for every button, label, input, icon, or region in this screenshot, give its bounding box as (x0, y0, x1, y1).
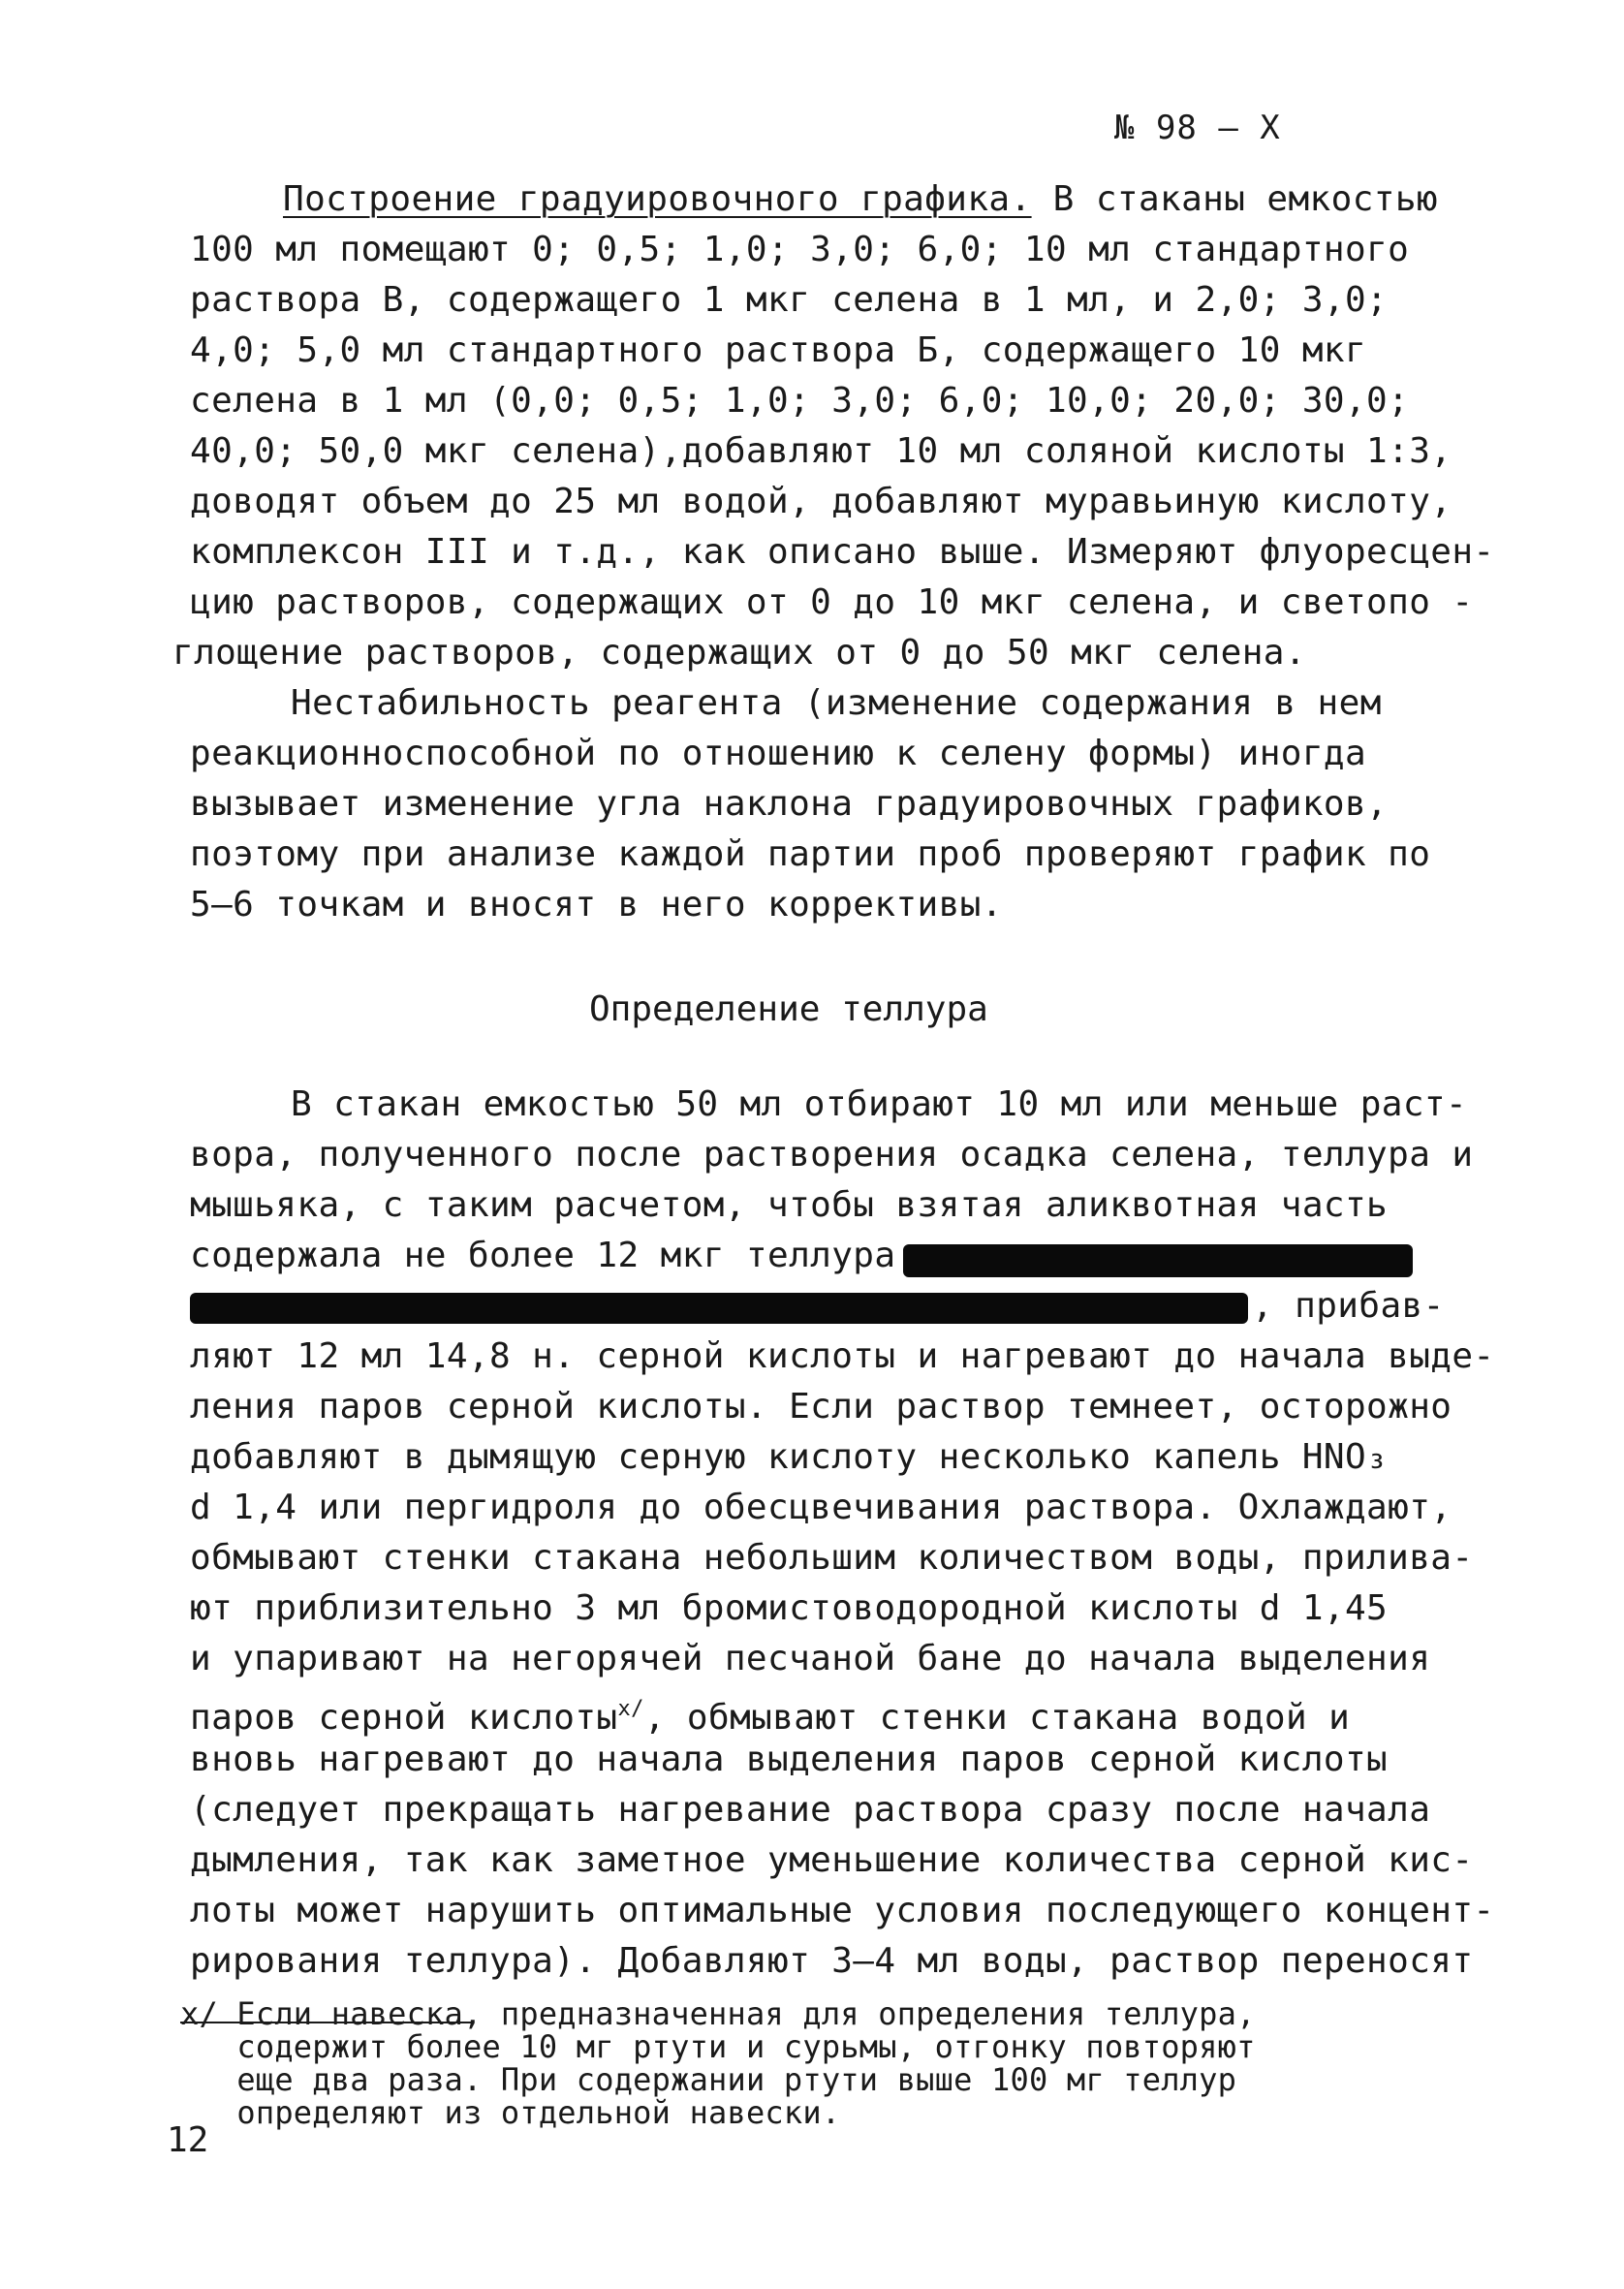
paragraph-line: раствора В, содержащего 1 мкг селена в 1 мл, и 2,0; 3,0; (190, 280, 1389, 320)
paragraph-line: доводят объем до 25 мл водой, добавляют муравьиную кислоту, (190, 482, 1452, 521)
footnote-line: x/ Если навеска, предназначенная для определения теллура, (180, 1995, 1256, 2032)
subsection-heading: Построение градуировочного графика. (283, 179, 1032, 219)
paragraph-line: лоты может нарушить оптимальные условия последующего концент- (190, 1891, 1495, 1930)
paragraph-line: обмывают стенки стакана небольшим количеством воды, прилива- (190, 1538, 1474, 1578)
paragraph-line: 100 мл помещают 0; 0,5; 1,0; 3,0; 6,0; 10 мл стандартного (190, 230, 1410, 269)
paragraph-line: содержала не более 12 мкг теллура (190, 1236, 896, 1275)
footnote-line: определяют из отдельной навески. (180, 2094, 841, 2131)
paragraph-line: рирования теллура). Добавляют 3–4 мл воды, раствор переносят (190, 1941, 1474, 1981)
footnote-line: содержит более 10 мг ртути и сурьмы, отгонку повторяют (180, 2028, 1256, 2065)
paragraph-line: селена в 1 мл (0,0; 0,5; 1,0; 3,0; 6,0; 10,0; 20,0; 30,0; (190, 381, 1410, 421)
paragraph-line: дымления, так как заметное уменьшение количества серной кис- (190, 1840, 1474, 1880)
paragraph-line: поэтому при анализе каждой партии проб проверяют график по (190, 834, 1431, 874)
redaction-bar (903, 1244, 1413, 1277)
redaction-bar (190, 1293, 1248, 1324)
paragraph-line: вновь нагревают до начала выделения паров серной кислоты (190, 1740, 1389, 1779)
paragraph-line: цию растворов, содержащих от 0 до 10 мкг селена, и светопо - (190, 582, 1474, 622)
paragraph-line: ляют 12 мл 14,8 н. серной кислоты и нагревают до начала выде- (190, 1336, 1495, 1376)
section-title: Определение теллура (589, 989, 988, 1029)
paragraph-line: 40,0; 50,0 мкг селена),добавляют 10 мл соляной кислоты 1:3, (190, 431, 1452, 471)
paragraph-line: В стакан емкостью 50 мл отбирают 10 мл или меньше раст- (291, 1084, 1468, 1124)
paragraph-line: Нестабильность реагента (изменение содержания в нем (291, 683, 1382, 723)
paragraph-line: добавляют в дымящую серную кислоту несколько капель HNO₃ (190, 1437, 1389, 1477)
paragraph-text: В стаканы емкостью (1031, 179, 1438, 219)
footnote-line: еще два раза. При содержании ртути выше 100 мг теллур (180, 2061, 1237, 2098)
paragraph-line: 4,0; 5,0 мл стандартного раствора Б, содержащего 10 мкг (190, 330, 1367, 370)
paragraph-line: ют приблизительно 3 мл бромистоводородной кислоты d 1,45 (190, 1588, 1389, 1628)
paragraph-line: 5–6 точкам и вносят в него коррективы. (190, 885, 1003, 925)
document-number: № 98 – Х (1114, 109, 1281, 147)
paragraph-line: (следует прекращать нагревание раствора сразу после начала (190, 1790, 1431, 1830)
paragraph-line (190, 1688, 1350, 1740)
paragraph-line: вызывает изменение угла наклона градуировочных графиков, (190, 784, 1389, 824)
paragraph-line: глощение растворов, содержащих от 0 до 50 мкг селена. (172, 633, 1306, 673)
paragraph-line: d 1,4 или пергидроля до обесцвечивания раствора. Охлаждают, (190, 1488, 1452, 1527)
paragraph-line: , прибав- (1252, 1286, 1445, 1326)
paragraph-line: и упаривают на негорячей песчаной бане до начала выделения (190, 1639, 1431, 1678)
page-number: 12 (167, 2120, 209, 2160)
paragraph-line (283, 178, 1438, 221)
paragraph-line: мышьяка, с таким расчетом, чтобы взятая аликвотная часть (190, 1185, 1389, 1225)
paragraph-text: паров серной кислоты (190, 1698, 618, 1738)
paragraph-line: вора, полученного после растворения осадка селена, теллура и (190, 1135, 1474, 1175)
paragraph-text: , обмывают стенки стакана водой и (643, 1698, 1351, 1738)
paragraph-line: комплексон III и т.д., как описано выше. Измеряют флуоресцен- (190, 532, 1495, 572)
paragraph-line: реакционноспособной по отношению к селену формы) иногда (190, 734, 1367, 773)
paragraph-line: ления паров серной кислоты. Если раствор темнеет, осторожно (190, 1387, 1452, 1427)
footnote-marker: x/ (617, 1697, 644, 1721)
